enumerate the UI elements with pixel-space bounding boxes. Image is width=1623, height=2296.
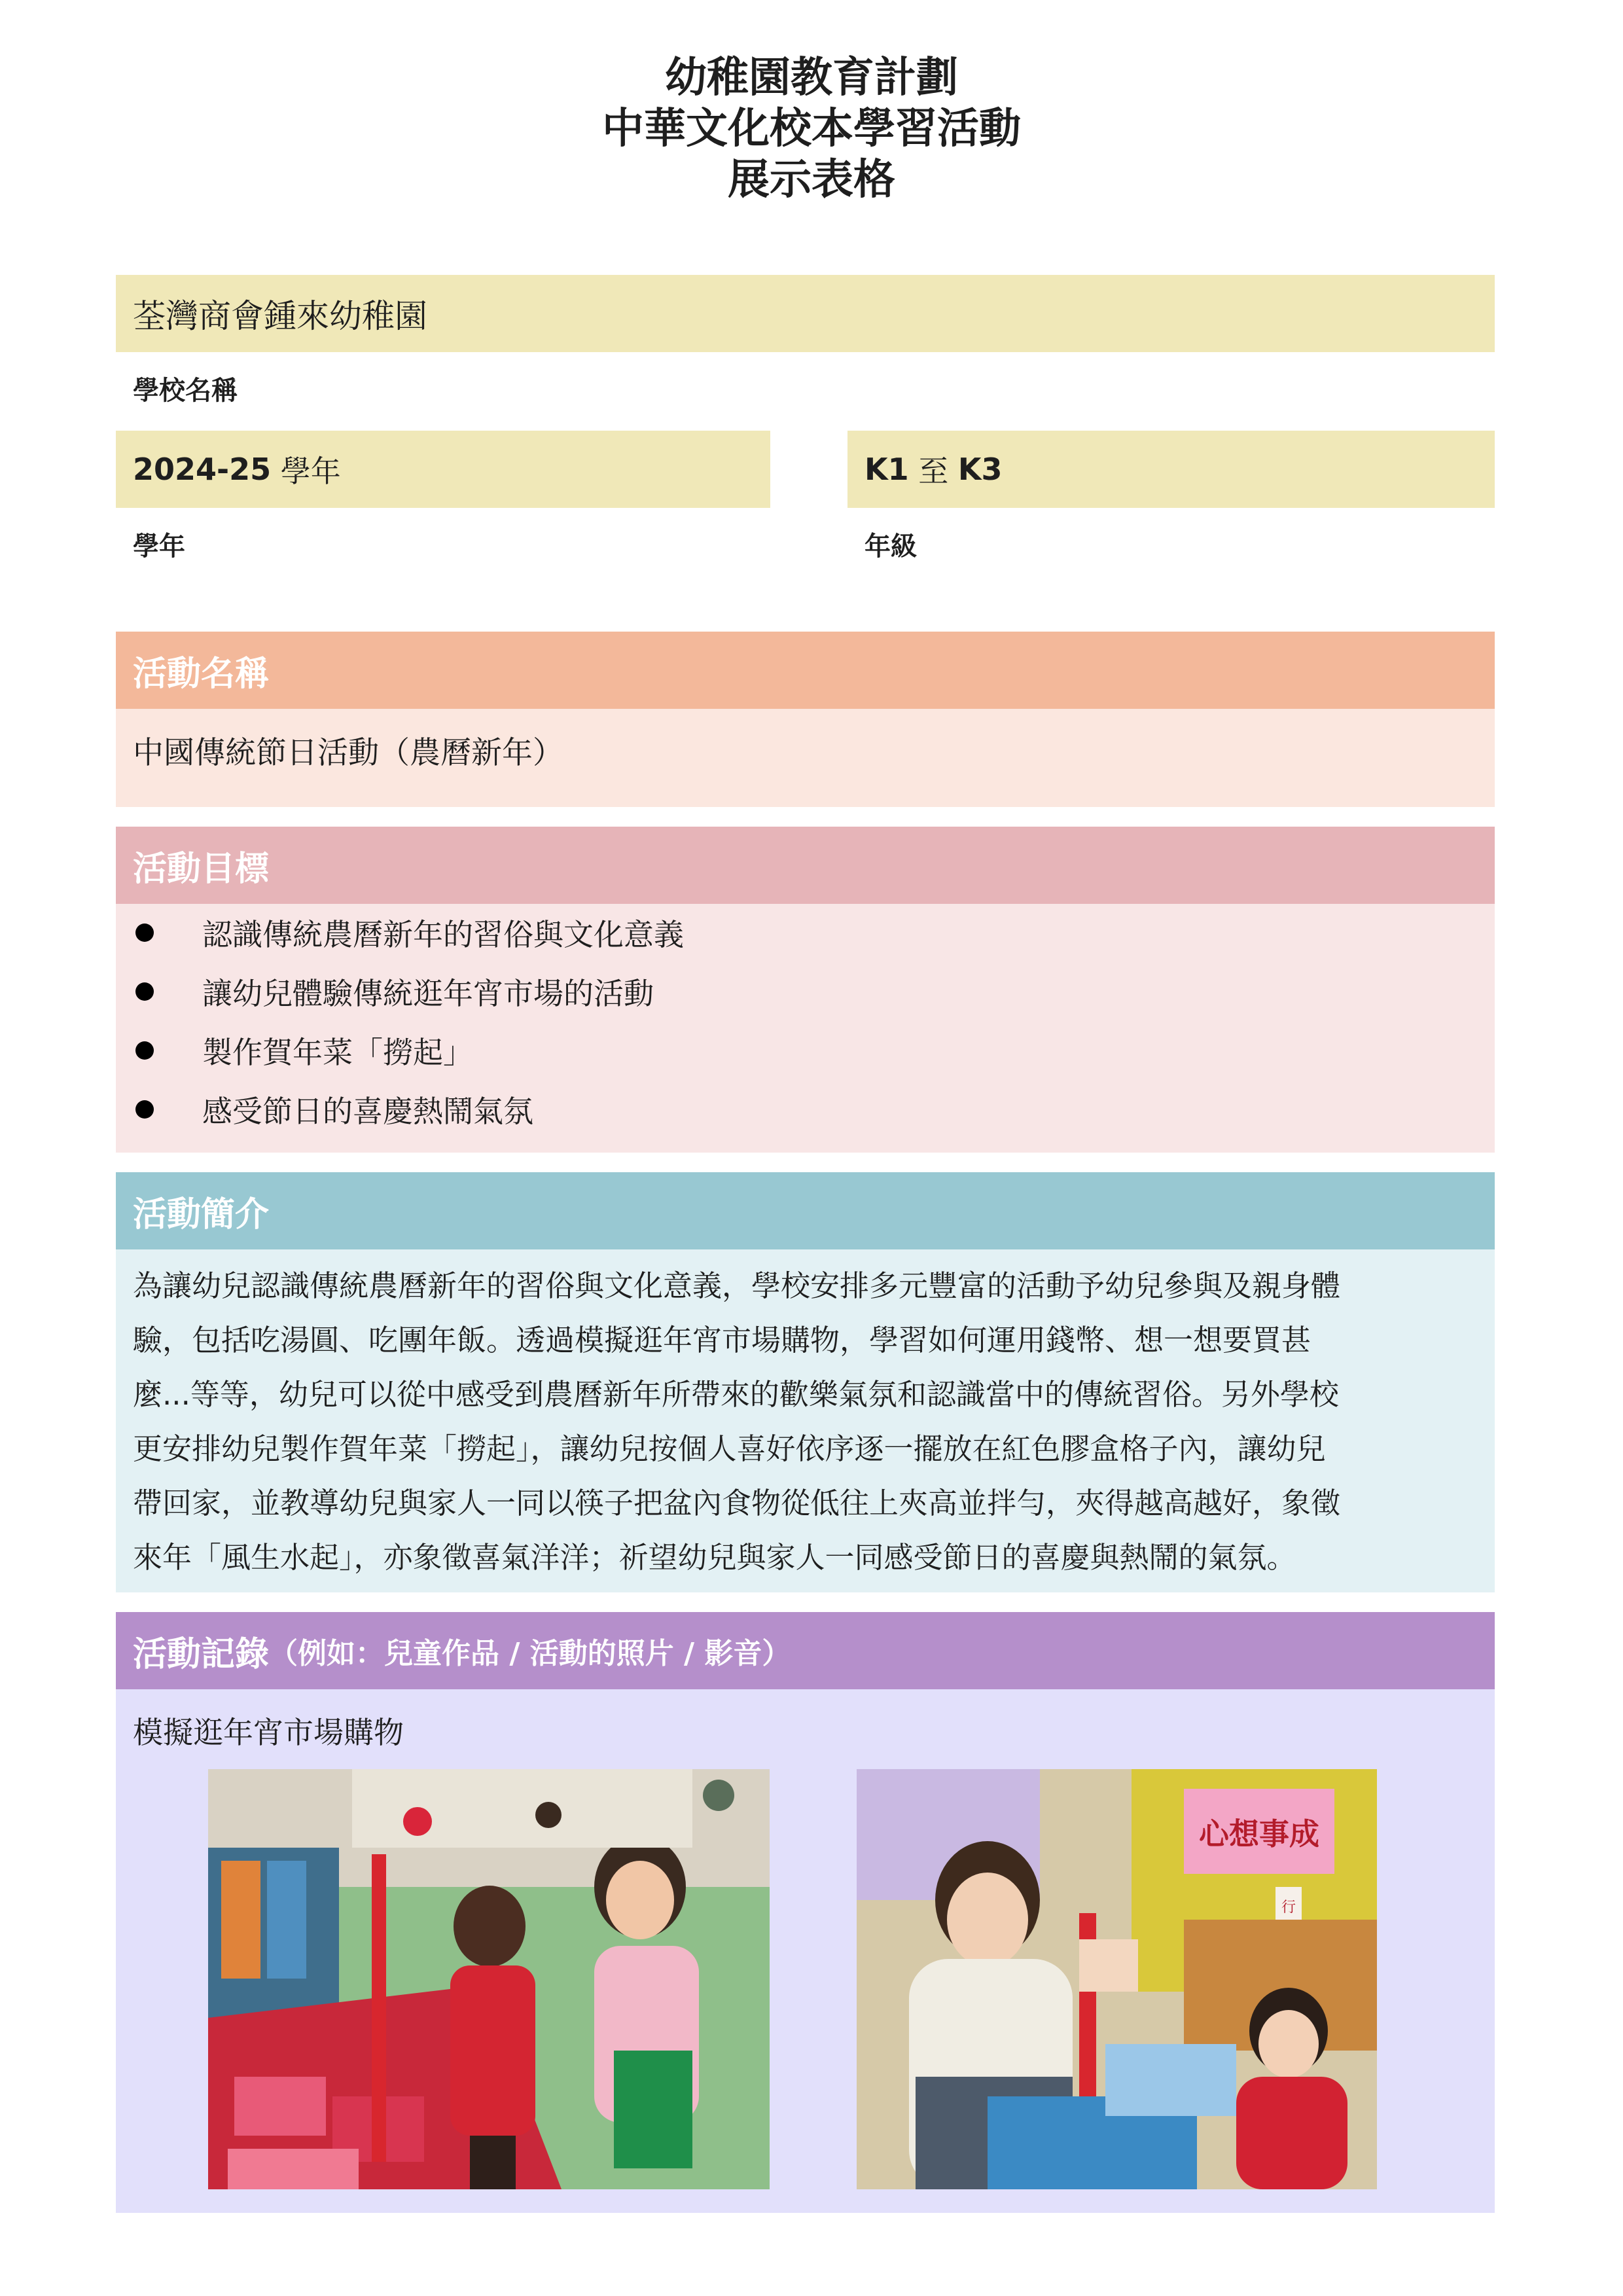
- objectives-heading: [116, 827, 1495, 904]
- objective-text: 讓幼兒體驗傳統逛年宵市場的活動: [202, 976, 654, 1011]
- records-caption: 模擬逛年宵市場購物: [133, 1715, 404, 1750]
- bullet-icon: [135, 1041, 154, 1060]
- introduction-line: 更安排幼兒製作賀年菜「撈起」，讓幼兒按個人喜好依序逐一擺放在紅色膠盒格子內，讓幼兒: [133, 1431, 1326, 1466]
- objective-item: [135, 1022, 473, 1079]
- school-year-label: 學年: [133, 531, 185, 562]
- activity-name-heading-text: 活動名稱: [133, 654, 270, 694]
- bullet-icon: [135, 982, 154, 1001]
- grade-field: [847, 431, 1495, 508]
- introduction-line: 麼...等等，幼兒可以從中感受到農曆新年所帶來的歡樂氣氛和認識當中的傳統習俗。另外學校: [133, 1377, 1339, 1412]
- objective-text: 感受節日的喜慶熱鬧氣氛: [202, 1094, 533, 1129]
- bullet-icon: [135, 924, 154, 942]
- records-heading-text: 活動記錄: [133, 1634, 270, 1674]
- price-tag-text: 行: [1281, 1899, 1296, 1916]
- objectives-heading-text: 活動目標: [133, 849, 270, 889]
- school-year-suffix: 學年: [271, 454, 341, 489]
- title-line-1: 幼稚園教育計劃: [665, 54, 958, 102]
- introduction-line: 為讓幼兒認識傳統農曆新年的習俗與文化意義，學校安排多元豐富的活動予幼兒參與及親身體: [133, 1268, 1341, 1303]
- title-line-3: 展示表格: [728, 156, 895, 204]
- activity-name-heading: [116, 632, 1495, 709]
- grade-to: K3: [957, 452, 1003, 487]
- title-line-2: 中華文化校本學習活動: [602, 105, 1021, 153]
- objective-text: 認識傳統農曆新年的習俗與文化意義: [202, 917, 684, 952]
- school-name-value: 荃灣商會鍾來幼稚園: [133, 297, 427, 335]
- market-photo-image: [208, 1769, 770, 2189]
- objective-item: [135, 904, 684, 961]
- document-title: [0, 52, 1623, 206]
- activity-name-body: [116, 709, 1495, 807]
- school-year-field: [116, 431, 770, 508]
- introduction-heading: [116, 1172, 1495, 1249]
- booth-photo: [857, 1769, 1377, 2189]
- grade-to-word: 至: [908, 454, 958, 489]
- objectives-body: [116, 904, 1495, 1153]
- introduction-line: 來年「風生水起」，亦象徵喜氣洋洋；祈望幼兒與家人一同感受節日的喜慶與熱鬧的氣氛。: [133, 1540, 1296, 1575]
- objective-item: [135, 1081, 533, 1138]
- records-heading-note: （例如：兒童作品 / 活動的照片 / 影音）: [269, 1637, 791, 1670]
- introduction-heading-text: 活動簡介: [133, 1194, 270, 1234]
- objective-text: 製作賀年菜「撈起」: [202, 1035, 473, 1070]
- school-name-field: [116, 275, 1495, 352]
- objective-item: [135, 963, 654, 1020]
- introduction-body: [116, 1249, 1495, 1592]
- grade-from: K1: [865, 452, 909, 487]
- introduction-line: 驗，包括吃湯圓、吃團年飯。透過模擬逛年宵市場購物，學習如何運用錢幣、想一想要買甚: [133, 1323, 1311, 1357]
- school-name-label: 學校名稱: [133, 376, 238, 406]
- grade-label: 年級: [865, 531, 917, 562]
- booth-photo-image: [857, 1769, 1377, 2189]
- school-year-number: 2024-25: [133, 452, 272, 487]
- market-photo: [208, 1769, 770, 2189]
- introduction-line: 帶回家，並教導幼兒與家人一同以筷子把盆內食物從低往上夾高並拌勻，夾得越高越好，象徵: [133, 1486, 1341, 1520]
- bullet-icon: [135, 1100, 154, 1119]
- records-heading: [116, 1612, 1495, 1689]
- booth-sign-text: 心想事成: [1199, 1816, 1319, 1852]
- activity-name-value: 中國傳統節日活動（農曆新年）: [133, 735, 563, 771]
